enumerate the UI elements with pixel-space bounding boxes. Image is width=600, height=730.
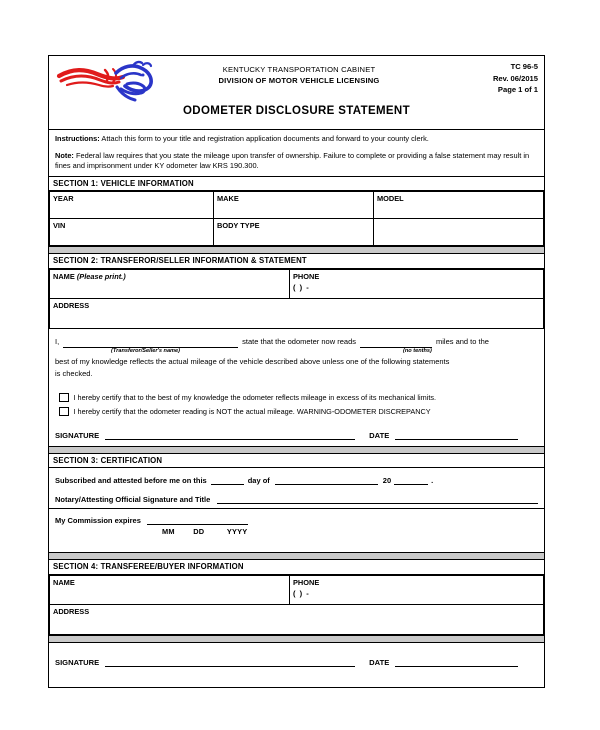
- excess-mechanical-limits-label: I hereby certify that to the best of my knowledge the odometer reflects mileage in excess of its mechanical limits.: [73, 392, 437, 402]
- seller-address-field[interactable]: [50, 298, 544, 328]
- seller-name-blank[interactable]: [63, 338, 238, 348]
- commission-expires-label: My Commission expires: [55, 516, 141, 525]
- seller-name-hint: (Please print.): [76, 271, 126, 281]
- commission-expires-row: [55, 515, 538, 525]
- statement-tail-line-1: best of my knowledge reflects the actual mileage of the vehicle described above unless one of the following statements: [55, 356, 450, 366]
- vehicle-information-table: [49, 191, 544, 246]
- not-actual-mileage-label: I hereby certify that the odometer reading is NOT the actual mileage. WARNING-ODOMETER DISCREPANCY: [73, 406, 431, 416]
- statement-lead: I,: [55, 336, 60, 346]
- seller-signature-label: SIGNATURE: [55, 430, 100, 440]
- subscribed-row: [49, 468, 544, 488]
- buyer-address-label: ADDRESS: [53, 606, 90, 616]
- year-prefix-label: 20: [382, 476, 392, 485]
- section-1-heading: SECTION 1: VEHICLE INFORMATION: [49, 177, 544, 192]
- notary-signature-label: Notary/Attesting Official Signature and Title: [55, 495, 211, 504]
- caption-seller-name: (Transferor/Seller's name): [111, 347, 181, 354]
- year-label: YEAR: [53, 194, 74, 203]
- subscribed-prefix: Subscribed and attested before me on this: [55, 476, 207, 485]
- model-field[interactable]: [374, 192, 544, 219]
- buyer-phone-mask: ( ) -: [293, 588, 310, 598]
- section-3-spacer: [49, 538, 544, 552]
- seller-information-table: [49, 269, 544, 329]
- section-divider-band: [49, 552, 544, 560]
- statement-tail-line-2: is checked.: [55, 368, 93, 378]
- odometer-reading-blank[interactable]: [360, 338, 432, 348]
- section-divider-band: [49, 635, 544, 643]
- make-field[interactable]: [214, 192, 374, 219]
- form-number: TC 96-5: [510, 62, 538, 71]
- odometer-statement: [49, 329, 544, 384]
- not-actual-mileage-checkbox[interactable]: [59, 407, 69, 417]
- form-meta: [493, 61, 538, 96]
- year-field[interactable]: [50, 192, 214, 219]
- month-blank[interactable]: [275, 475, 378, 485]
- table-row: [50, 575, 544, 604]
- buyer-phone-label: PHONE: [293, 577, 320, 587]
- seller-address-label: ADDRESS: [53, 300, 90, 310]
- buyer-date-label: DATE: [369, 657, 390, 667]
- instructions-paragraph: [55, 134, 538, 145]
- buyer-signature-row: [49, 643, 544, 673]
- statement-captions: [55, 348, 538, 355]
- year-blank[interactable]: [394, 475, 428, 485]
- day-blank[interactable]: [211, 475, 244, 485]
- seller-signature-row: [49, 422, 544, 446]
- buyer-date-blank[interactable]: [395, 657, 518, 667]
- yyyy-hint: YYYY: [226, 527, 248, 536]
- table-row: [50, 604, 544, 634]
- page-title: ODOMETER DISCLOSURE STATEMENT: [183, 105, 410, 117]
- day-of-label: day of: [247, 476, 270, 485]
- vehicle-extra-field[interactable]: [374, 219, 544, 246]
- section-3-heading: SECTION 3: CERTIFICATION: [49, 454, 544, 469]
- date-format-hint: [162, 527, 538, 536]
- buyer-information-table: [49, 575, 544, 635]
- buyer-name-label: NAME: [53, 577, 75, 587]
- buyer-name-field[interactable]: [50, 575, 290, 604]
- notary-signature-row: [49, 488, 544, 509]
- buyer-phone-field[interactable]: [290, 575, 544, 604]
- note-text: Federal law requires that you state the mileage upon transfer of ownership. Failure to complete or providing a false statement may result in fines and imprisonment under KY odometer law KRS 190.300.: [55, 150, 530, 170]
- seller-phone-mask: ( ) -: [293, 282, 310, 292]
- statement-after-miles: miles and to the: [436, 336, 489, 346]
- mm-hint: MM: [162, 527, 175, 536]
- form-header: [49, 56, 544, 130]
- odometer-disclosure-form: [48, 55, 545, 688]
- instructions-label: Instructions:: [55, 134, 100, 143]
- vin-field[interactable]: [50, 219, 214, 246]
- agency-line-1: KENTUCKY TRANSPORTATION CABINET: [222, 65, 376, 74]
- table-row: [50, 269, 544, 298]
- agency-heading: [159, 64, 439, 86]
- seller-date-blank[interactable]: [395, 430, 518, 440]
- section-divider-band: [49, 246, 544, 254]
- not-actual-mileage-row[interactable]: [59, 406, 538, 418]
- excess-mechanical-limits-row[interactable]: [59, 392, 538, 404]
- table-row: [50, 192, 544, 219]
- seller-phone-field[interactable]: [290, 269, 544, 298]
- buyer-signature-blank[interactable]: [105, 657, 355, 667]
- body-type-field[interactable]: [214, 219, 374, 246]
- certification-checkbox-group: [49, 384, 544, 422]
- table-row: [50, 298, 544, 328]
- section-divider-band: [49, 446, 544, 454]
- excess-mechanical-limits-checkbox[interactable]: [59, 393, 69, 403]
- section-4-heading: SECTION 4: TRANSFEREE/BUYER INFORMATION: [49, 560, 544, 575]
- make-label: MAKE: [217, 194, 239, 203]
- seller-name-label: NAME: [53, 271, 75, 281]
- body-type-label: BODY TYPE: [217, 221, 260, 230]
- seller-name-field[interactable]: [50, 269, 290, 298]
- form-revision: Rev. 06/2015: [492, 73, 538, 83]
- note-label: Note:: [55, 150, 74, 160]
- buyer-signature-label: SIGNATURE: [55, 657, 100, 667]
- caption-no-tenths: (no tenths): [403, 347, 432, 354]
- kentucky-horse-logo-icon: [55, 60, 159, 106]
- model-label: MODEL: [377, 194, 404, 203]
- agency-line-2: DIVISION OF MOTOR VEHICLE LICENSING: [218, 76, 380, 85]
- notary-signature-blank[interactable]: [217, 494, 538, 504]
- vin-label: VIN: [53, 221, 66, 230]
- commission-expires-block: [49, 509, 544, 538]
- statement-mid: state that the odometer now reads: [242, 336, 356, 346]
- instructions-block: [49, 130, 544, 177]
- seller-phone-label: PHONE: [293, 271, 320, 281]
- year-suffix-label: .: [431, 476, 434, 485]
- section-2-heading: SECTION 2: TRANSFEROR/SELLER INFORMATION & STATEMENT: [49, 254, 544, 269]
- page-number: Page 1 of 1: [497, 85, 538, 94]
- buyer-address-field[interactable]: [50, 604, 544, 634]
- statement-line-1: [55, 336, 538, 348]
- seller-date-label: DATE: [369, 430, 390, 440]
- table-row: [50, 219, 544, 246]
- commission-expires-blank[interactable]: [147, 515, 248, 525]
- dd-hint: DD: [193, 527, 205, 536]
- instructions-text: Attach this form to your title and registration application documents and forward to your county clerk.: [101, 134, 429, 143]
- seller-signature-blank[interactable]: [105, 430, 355, 440]
- note-paragraph: [55, 151, 538, 172]
